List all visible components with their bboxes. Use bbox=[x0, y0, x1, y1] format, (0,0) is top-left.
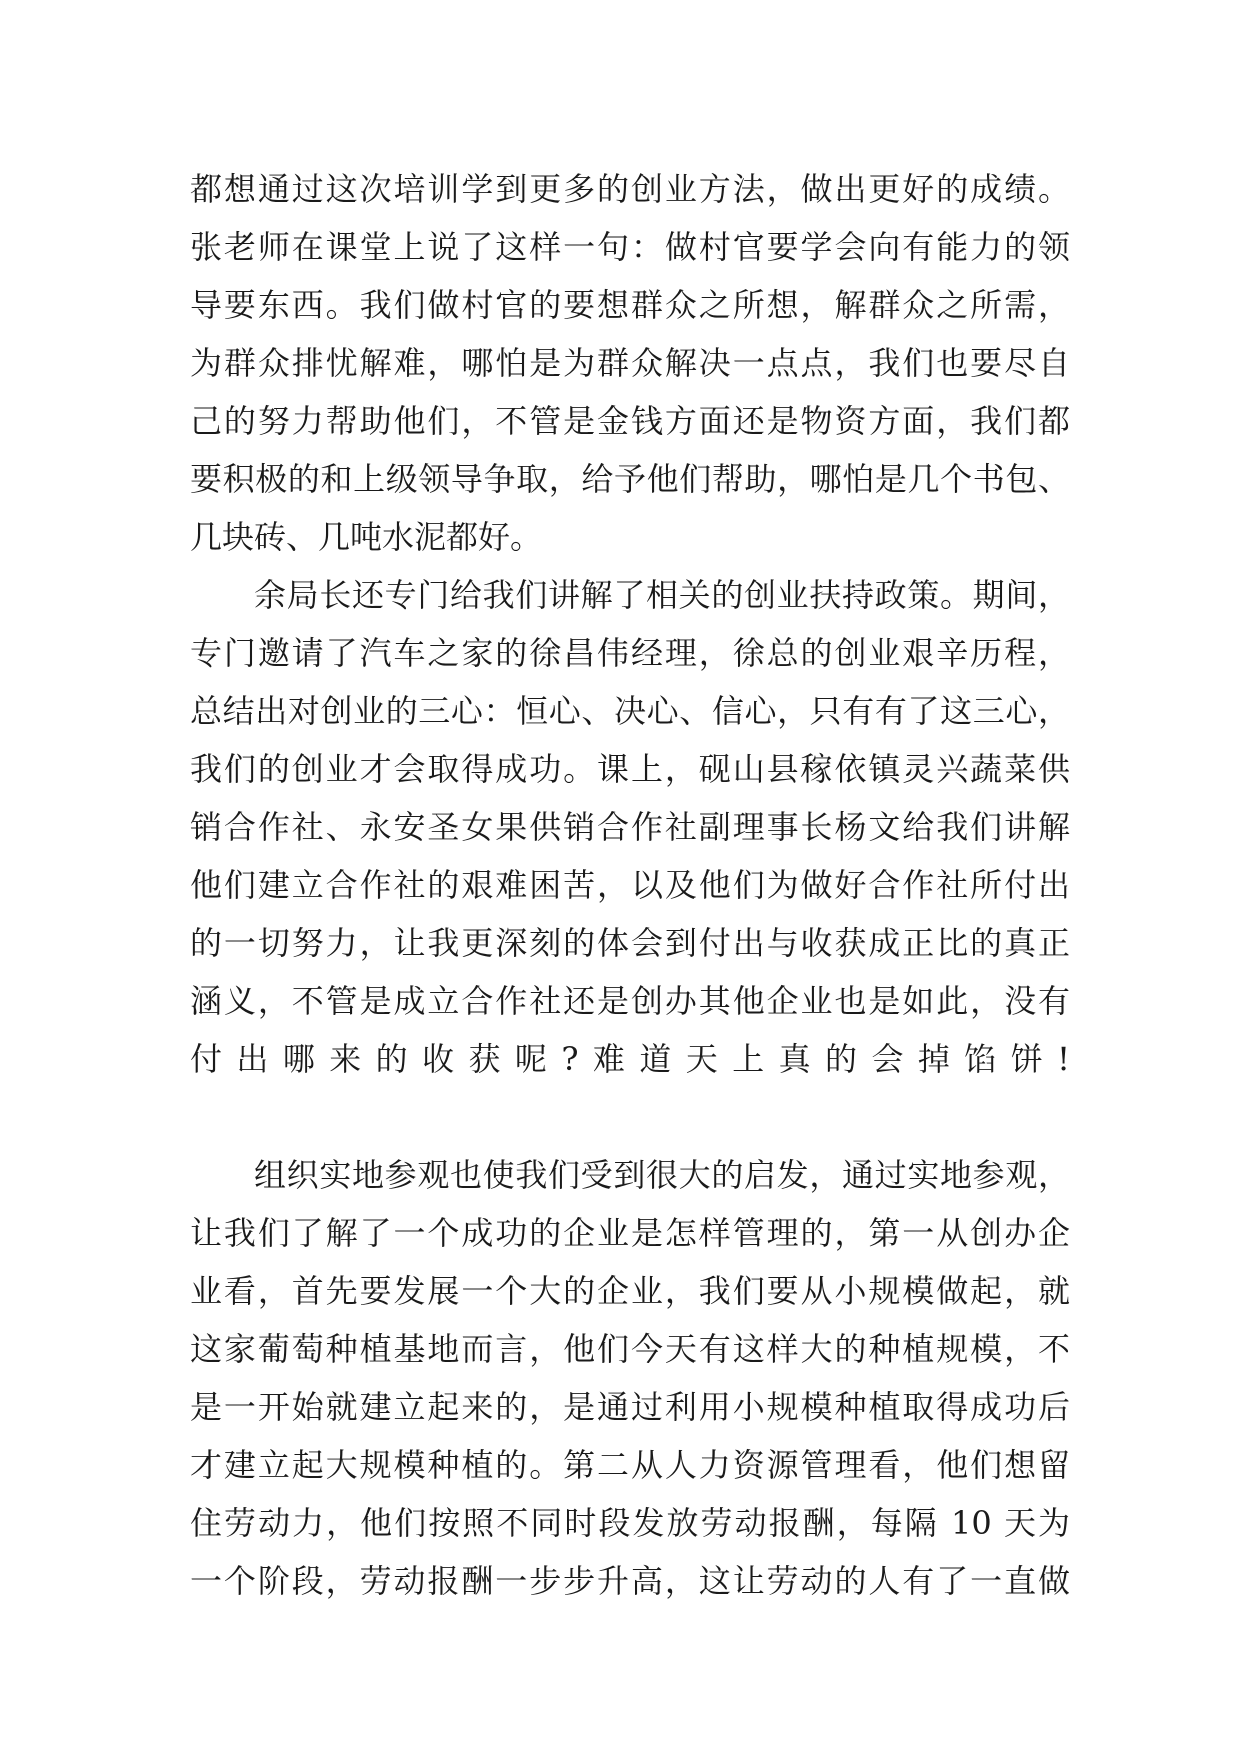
paragraph-3-line-8: 一个阶段，劳动报酬一步步升高，这让劳动的人有了一直做 bbox=[190, 1562, 1070, 1600]
paragraph-2-line-8: 涵义，不管是成立合作社还是创办其他企业也是如此，没有 bbox=[190, 982, 1070, 1020]
paragraph-1-line-4: 为群众排忧解难，哪怕是为群众解决一点点，我们也要尽自 bbox=[190, 344, 1070, 382]
paragraph-3-line-7: 住劳动力，他们按照不同时段发放劳动报酬，每隔 10 天为 bbox=[190, 1504, 1070, 1542]
paragraph-2-line-7: 的一切努力，让我更深刻的体会到付出与收获成正比的真正 bbox=[190, 924, 1070, 962]
paragraph-1-line-3: 导要东西。我们做村官的要想群众之所想，解群众之所需， bbox=[190, 286, 1070, 324]
paragraph-3-line-2: 让我们了解了一个成功的企业是怎样管理的，第一从创办企 bbox=[190, 1214, 1070, 1252]
paragraph-2-line-6: 他们建立合作社的艰难困苦，以及他们为做好合作社所付出 bbox=[190, 866, 1070, 904]
paragraph-1-line-6: 要积极的和上级领导争取，给予他们帮助，哪怕是几个书包、 bbox=[190, 460, 1070, 498]
paragraph-3-line-4: 这家葡萄种植基地而言，他们今天有这样大的种植规模，不 bbox=[190, 1330, 1070, 1368]
paragraph-2-line-9: 付出哪来的收获呢?难道天上真的会掉馅饼! bbox=[190, 1040, 1070, 1078]
paragraph-3-line-1: 组织实地参观也使我们受到很大的启发，通过实地参观， bbox=[254, 1156, 1070, 1194]
paragraph-1-line-1: 都想通过这次培训学到更多的创业方法，做出更好的成绩。 bbox=[190, 170, 1070, 208]
paragraph-2-line-3: 总结出对创业的三心：恒心、决心、信心，只有有了这三心， bbox=[190, 692, 1070, 730]
paragraph-3-line-3: 业看，首先要发展一个大的企业，我们要从小规模做起，就 bbox=[190, 1272, 1070, 1310]
paragraph-1-line-7: 几块砖、几吨水泥都好。 bbox=[190, 518, 543, 556]
paragraph-2-line-4: 我们的创业才会取得成功。课上，砚山县稼依镇灵兴蔬菜供 bbox=[190, 750, 1070, 788]
paragraph-1-line-5: 己的努力帮助他们，不管是金钱方面还是物资方面，我们都 bbox=[190, 402, 1070, 440]
paragraph-3-line-6: 才建立起大规模种植的。第二从人力资源管理看，他们想留 bbox=[190, 1446, 1070, 1484]
paragraph-2-line-1: 余局长还专门给我们讲解了相关的创业扶持政策。期间， bbox=[254, 576, 1070, 614]
paragraph-2-line-10 bbox=[190, 1088, 1070, 1146]
body-text bbox=[190, 160, 1070, 1610]
paragraph-2-line-5: 销合作社、永安圣女果供销合作社副理事长杨文给我们讲解 bbox=[190, 808, 1070, 846]
paragraph-1-line-2: 张老师在课堂上说了这样一句：做村官要学会向有能力的领 bbox=[190, 228, 1070, 266]
paragraph-2-line-2: 专门邀请了汽车之家的徐昌伟经理，徐总的创业艰辛历程， bbox=[190, 634, 1070, 672]
paragraph-3-line-5: 是一开始就建立起来的，是通过利用小规模种植取得成功后 bbox=[190, 1388, 1070, 1426]
